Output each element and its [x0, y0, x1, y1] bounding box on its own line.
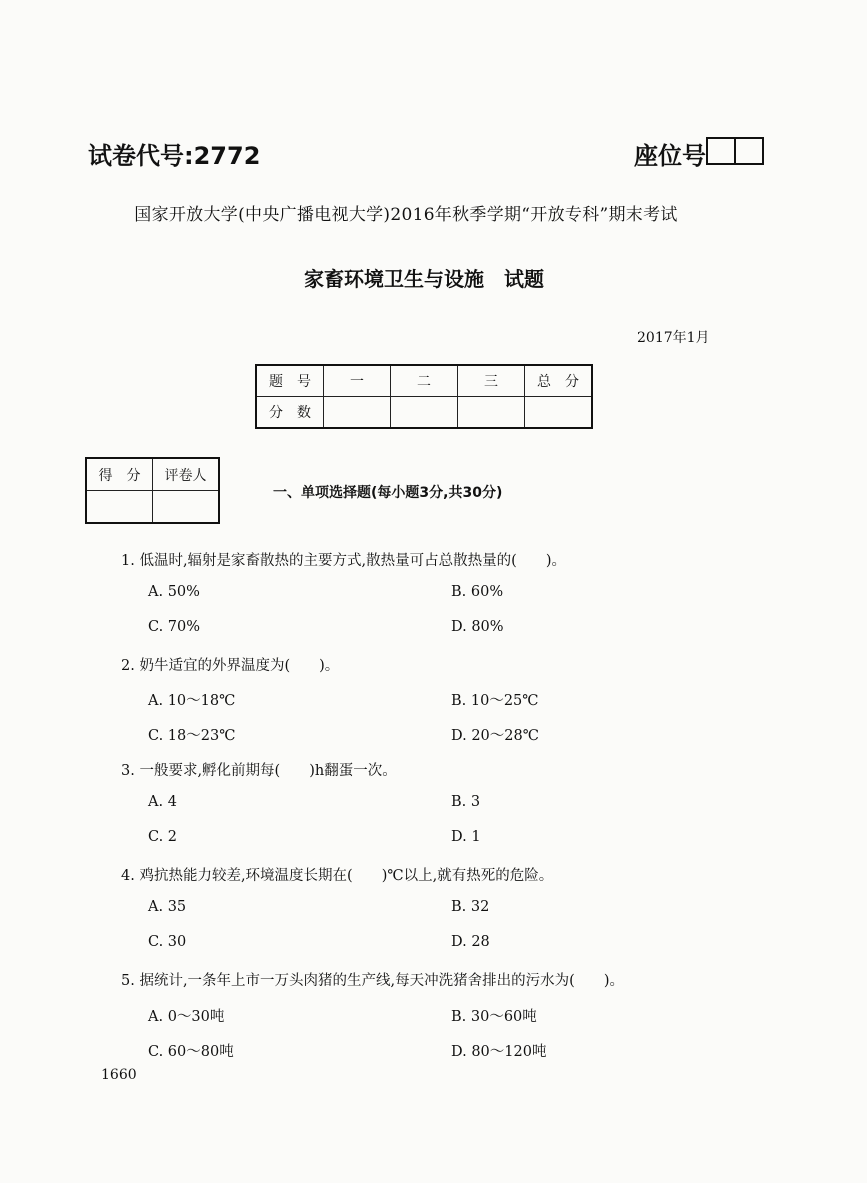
score-table-header-cell: 总 分: [525, 365, 593, 397]
score-cell[interactable]: [525, 397, 593, 429]
option-1b[interactable]: B. 60%: [451, 584, 504, 600]
institution-line: 国家开放大学(中央广播电视大学)2016年秋季学期“开放专科”期末考试: [134, 205, 678, 225]
exam-date: 2017年1月: [637, 330, 710, 346]
question-2: 2. 奶牛适宜的外界温度为( )。: [121, 658, 340, 674]
option-3b[interactable]: B. 3: [451, 794, 481, 810]
score-label: 得 分: [86, 458, 153, 491]
grader-table: [85, 457, 220, 524]
grader-label: 评卷人: [153, 458, 220, 491]
score-cell[interactable]: [324, 397, 391, 429]
score-table-score-row: [256, 397, 592, 429]
question-3: 3. 一般要求,孵化前期每( )h翻蛋一次。: [121, 763, 397, 779]
option-4d[interactable]: D. 28: [451, 934, 490, 950]
option-4a[interactable]: A. 35: [148, 899, 187, 915]
paper-code: 试卷代号:2772: [88, 142, 261, 170]
score-table-header-row: [256, 365, 592, 397]
option-3a[interactable]: A. 4: [148, 794, 177, 810]
score-cell[interactable]: [458, 397, 525, 429]
exam-title: 家畜环境卫生与设施 试题: [304, 267, 544, 291]
score-row-label: 分 数: [256, 397, 324, 429]
score-table-header-cell: 三: [458, 365, 525, 397]
option-5c[interactable]: C. 60～80吨: [148, 1044, 234, 1060]
grader-signature-cell[interactable]: [153, 491, 220, 524]
seat-number-box[interactable]: [706, 137, 736, 165]
score-cell[interactable]: [391, 397, 458, 429]
option-3d[interactable]: D. 1: [451, 829, 481, 845]
score-table-header-cell: 一: [324, 365, 391, 397]
question-4: 4. 鸡抗热能力较差,环境温度长期在( )℃以上,就有热死的危险。: [121, 868, 554, 884]
page-number: 1660: [101, 1067, 137, 1083]
option-2b[interactable]: B. 10～25℃: [451, 693, 539, 709]
option-2d[interactable]: D. 20～28℃: [451, 728, 539, 744]
question-1: 1. 低温时,辐射是家畜散热的主要方式,散热量可占总散热量的( )。: [121, 553, 566, 569]
option-1d[interactable]: D. 80%: [451, 619, 504, 635]
seat-number-box[interactable]: [736, 137, 764, 165]
section-score-cell[interactable]: [86, 491, 153, 524]
option-1a[interactable]: A. 50%: [148, 584, 200, 600]
option-2a[interactable]: A. 10～18℃: [148, 693, 236, 709]
option-2c[interactable]: C. 18～23℃: [148, 728, 236, 744]
option-4b[interactable]: B. 32: [451, 899, 490, 915]
seat-number-boxes: [706, 137, 764, 165]
option-1c[interactable]: C. 70%: [148, 619, 201, 635]
option-5a[interactable]: A. 0～30吨: [148, 1009, 225, 1025]
score-table: [255, 364, 593, 429]
question-5: 5. 据统计,一条年上市一万头肉猪的生产线,每天冲洗猪舍排出的污水为( )。: [121, 973, 624, 989]
option-4c[interactable]: C. 30: [148, 934, 187, 950]
option-5d[interactable]: D. 80～120吨: [451, 1044, 547, 1060]
option-3c[interactable]: C. 2: [148, 829, 178, 845]
option-5b[interactable]: B. 30～60吨: [451, 1009, 537, 1025]
seat-number-label: 座位号: [634, 142, 706, 170]
score-table-header-cell: 二: [391, 365, 458, 397]
section-title: 一、单项选择题(每小题3分,共30分): [273, 485, 503, 501]
score-table-header-cell: 题 号: [256, 365, 324, 397]
